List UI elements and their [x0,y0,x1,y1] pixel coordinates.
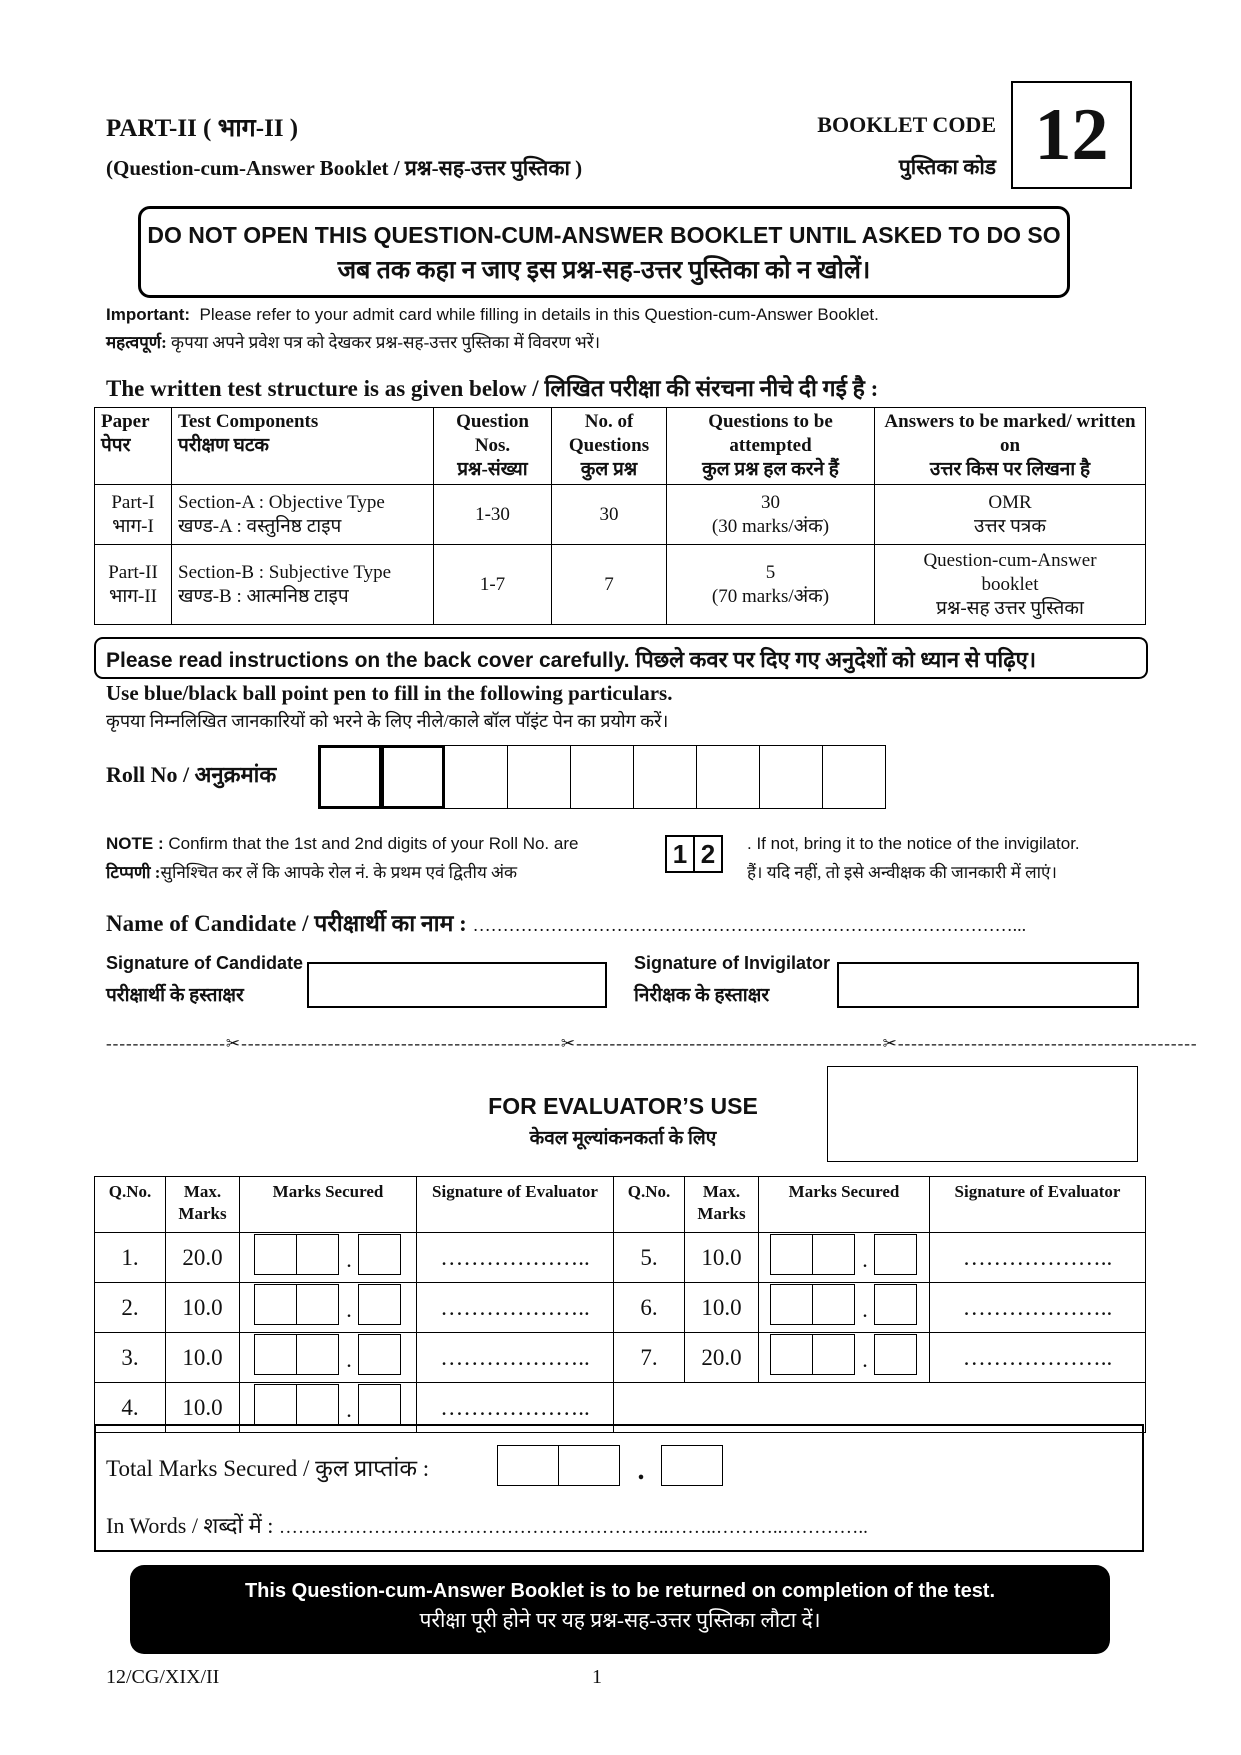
important-hindi [106,330,600,353]
scissors-icon: ✂ [225,1034,242,1053]
evaluator-signature-cell[interactable]: ……………….. [417,1233,614,1283]
in-words-dots: ……………………………………………………..……..………..………….. [278,1517,868,1538]
marks-table [94,1176,1146,1433]
marks-box[interactable] [296,1284,339,1325]
return-notice [130,1565,1110,1654]
total-digit-box[interactable] [558,1445,620,1486]
marks-box[interactable] [254,1384,297,1425]
marks-box[interactable] [296,1334,339,1375]
candidate-signature-box[interactable] [307,962,607,1008]
scissors-icon: ✂ [560,1034,577,1053]
total-digit-box[interactable] [497,1445,559,1486]
total-decimal-dot: . [637,1455,645,1486]
booklet-code-hindi: पुस्तिका कोड [898,155,996,179]
important-english [106,305,879,325]
marks-box[interactable] [358,1284,401,1325]
return-notice-english: This Question-cum-Answer Booklet is to be returned on completion of the test. [244,1580,996,1602]
max-marks-cell: 20.0 [166,1233,240,1283]
important-text: Please refer to your admit card while filling in details in this Question-cum-Answer Booklet. [199,305,879,324]
paper-cell: Part-II भाग-II [95,545,172,625]
evaluator-signature-cell[interactable]: ……………….. [930,1333,1146,1383]
booklet-code-box: 12 [1011,81,1132,189]
max-marks-cell: 10.0 [685,1233,759,1283]
read-instructions-english: Please read instructions on the back cover carefully. [106,649,630,672]
roll-digit-box[interactable] [633,745,697,809]
prefix-digit-2: 2 [693,835,723,873]
sig-candidate-label: Signature of Candidate [106,953,304,973]
in-words-field[interactable] [106,1510,868,1540]
evaluator-signature-cell[interactable]: ……………….. [417,1333,614,1383]
candidate-name-label: Name of Candidate / परीक्षार्थी का नाम : [106,911,467,936]
qno-cell: 6. [614,1283,685,1333]
candidate-name-field[interactable] [106,906,1026,938]
important-label-hindi: महत्वपूर्ण: [106,333,167,352]
component-cell: Section-B : Subjective Type खण्ड-B : आत्मनिष्ठ टाइप [172,545,434,625]
page-number: 1 [592,1666,602,1688]
qno-cell: 2. [95,1283,166,1333]
attempt-cell: 5 (70 marks/अंक) [667,545,875,625]
table-row [95,485,1146,545]
pen-instruction-hindi: कृपया निम्नलिखित जानकारियों को भरने के लिए नीले/काले बॉल पॉइंट पेन का प्रयोग करें। [106,711,669,731]
marks-box[interactable] [874,1234,917,1275]
structure-header-row [95,408,1146,485]
return-notice-hindi: परीक्षा पूरी होने पर यह प्रश्न-सह-उत्तर पुस्तिका लौटा दें। [419,1608,821,1632]
read-instructions-box [94,637,1148,679]
header-marks-secured: Marks Secured [240,1177,417,1233]
table-row [95,545,1146,625]
answers-on-cell: OMR उत्तर पत्रक [875,485,1146,545]
read-instructions-hindi: पिछले कवर पर दिए गए अनुदेशों को ध्यान से पढ़िए। [635,647,1037,672]
candidate-name-dots: ………………………………………………………………………………... [472,915,1027,935]
marks-box[interactable] [296,1234,339,1275]
max-marks-cell: 10.0 [166,1333,240,1383]
num-questions-cell: 7 [552,545,667,625]
scissors-icon: ✂ [882,1034,898,1053]
note-text: Confirm that the 1st and 2nd digits of your Roll No. are [168,834,579,853]
prefix-digit-1: 1 [665,835,695,873]
sig-invigilator-label: Signature of Invigilator [634,953,831,973]
marks-box[interactable] [254,1284,297,1325]
total-marks-label: Total Marks Secured / कुल प्राप्तांक : [106,1456,430,1481]
evaluator-title: FOR EVALUATOR’S USE [488,1093,758,1119]
qno-cell: 3. [95,1333,166,1383]
invigilator-signature-box[interactable] [837,962,1139,1008]
header-marks-secured: Marks Secured [759,1177,930,1233]
marks-box[interactable] [296,1384,339,1425]
note-english-after: . If not, bring it to the notice of the invigilator. [747,834,1080,853]
structure-title: The written test structure is as given below / लिखित परीक्षा की संरचना नीचे दी गई है : [106,376,879,401]
total-digit-box[interactable] [661,1445,723,1486]
note-label-hindi: टिप्पणी : [106,863,161,882]
total-marks-boxes [498,1445,723,1486]
marks-secured-cell: . [759,1333,930,1383]
roll-digit-box[interactable] [570,745,634,809]
evaluator-signature-cell[interactable]: ……………….. [930,1283,1146,1333]
roll-digit-box[interactable] [507,745,571,809]
header-qno: Q.No. [95,1177,166,1233]
note-text-hindi: सुनिश्चित कर लें कि आपके रोल नं. के प्रथम एवं द्वितीय अंक [160,863,518,882]
marks-secured-cell: . [240,1333,417,1383]
in-words-label: In Words / शब्दों में : [106,1513,274,1538]
header-paper: Paper पेपर [95,408,172,485]
note-label: NOTE : [106,834,164,853]
warning-hindi: जब तक कहा न जाए इस प्रश्न-सह-उत्तर पुस्तिका को न खोलें। [337,257,871,284]
evaluator-signature-cell[interactable]: ……………….. [417,1283,614,1333]
header-sig-evaluator: Signature of Evaluator [930,1177,1146,1233]
marks-box[interactable] [358,1334,401,1375]
roll-digit-box[interactable] [381,745,445,809]
qno-cell: 4. [95,1383,166,1433]
note-english [106,834,578,854]
qno-cell: 1. [95,1233,166,1283]
qno-cell: 7. [614,1333,685,1383]
roll-digit-box[interactable] [444,745,508,809]
warning-box [138,206,1070,298]
max-marks-cell: 10.0 [685,1283,759,1333]
marks-header-row [95,1177,1146,1233]
roll-digit-box[interactable] [318,745,382,809]
header-question-nos: Question Nos. प्रश्न-संख्या [434,408,552,485]
roll-digit-box[interactable] [822,745,886,809]
header-attempt: Questions to be attempted कुल प्रश्न हल करने हैं [667,408,875,485]
evaluator-signature-cell[interactable]: ……………….. [930,1233,1146,1283]
marks-secured-cell: . [759,1233,930,1283]
marks-box[interactable] [358,1234,401,1275]
marks-secured-cell: . [240,1283,417,1333]
marks-box[interactable] [874,1284,917,1325]
qno-cell: 5. [614,1233,685,1283]
note-hindi [106,860,517,883]
table-row [95,1283,1146,1333]
marks-box[interactable] [358,1384,401,1425]
num-questions-cell: 30 [552,485,667,545]
marks-box[interactable] [254,1234,297,1275]
marks-box[interactable] [254,1334,297,1375]
page-code: 12/CG/XIX/II [106,1666,220,1688]
component-cell: Section-A : Objective Type खण्ड-A : वस्तुनिष्ठ टाइप [172,485,434,545]
roll-digit-box[interactable] [759,745,823,809]
header-max-marks: Max. Marks [166,1177,240,1233]
important-label: Important: [106,305,191,324]
question-nos-cell: 1-7 [434,545,552,625]
structure-table [94,407,1146,625]
marks-box[interactable] [812,1234,855,1275]
max-marks-cell: 20.0 [685,1333,759,1383]
table-row [95,1233,1146,1283]
evaluator-signature-cell[interactable]: ……………….. [417,1383,614,1433]
max-marks-cell: 10.0 [166,1283,240,1333]
marks-box[interactable] [770,1234,813,1275]
header-sig-evaluator: Signature of Evaluator [417,1177,614,1233]
roll-number-boxes [319,745,886,809]
marks-secured-cell: . [759,1283,930,1333]
paper-cell: Part-I भाग-I [95,485,172,545]
roll-digit-box[interactable] [696,745,760,809]
header-max-marks: Max. Marks [685,1177,759,1233]
marks-box[interactable] [770,1284,813,1325]
sig-invigilator-hindi: निरीक्षक के हस्ताक्षर [634,985,770,1006]
header-answers-on: Answers to be marked/ written on उत्तर किस पर लिखना है [875,408,1146,485]
part-title: PART-II ( भाग-II ) [106,115,299,142]
header-qno: Q.No. [614,1177,685,1233]
marks-secured-cell: . [240,1233,417,1283]
attempt-cell: 30 (30 marks/अंक) [667,485,875,545]
table-row [95,1333,1146,1383]
pen-instruction-english: Use blue/black ball point pen to fill in the following particulars. [106,681,673,705]
sig-candidate-hindi: परीक्षार्थी के हस्ताक्षर [106,985,244,1006]
marks-box[interactable] [812,1284,855,1325]
roll-number-label: Roll No / अनुक्रमांक [106,762,277,787]
booklet-code-label: BOOKLET CODE [817,112,996,137]
roll-prefix-digits [667,835,723,873]
answers-on-cell: Question-cum-Answer booklet प्रश्न-सह उत्तर पुस्तिका [875,545,1146,625]
max-marks-cell: 10.0 [166,1383,240,1433]
cut-line: ------------------✂------------------------------------------------✂----------------------------------------------✂--------------------------------------------- [106,1034,1198,1053]
header-num-questions: No. of Questions कुल प्रश्न [552,408,667,485]
important-text-hindi: कृपया अपने प्रवेश पत्र को देखकर प्रश्न-सह-उत्तर पुस्तिका में विवरण भरें। [171,333,601,352]
part-subtitle: (Question-cum-Answer Booklet / प्रश्न-सह-उत्तर पुस्तिका ) [106,156,583,180]
header-components: Test Components परीक्षण घटक [172,408,434,485]
evaluator-title-hindi: केवल मूल्यांकनकर्ता के लिए [529,1128,717,1149]
warning-english: DO NOT OPEN THIS QUESTION-CUM-ANSWER BOOKLET UNTIL ASKED TO DO SO [147,222,1061,248]
marks-box[interactable] [770,1334,813,1375]
note-hindi-after: हैं। यदि नहीं, तो इसे अन्वीक्षक की जानकारी में लाएं। [747,863,1057,882]
marks-secured-cell: . [240,1383,417,1433]
evaluator-stamp-box[interactable] [827,1066,1138,1162]
question-nos-cell: 1-30 [434,485,552,545]
marks-box[interactable] [874,1334,917,1375]
marks-box[interactable] [812,1334,855,1375]
